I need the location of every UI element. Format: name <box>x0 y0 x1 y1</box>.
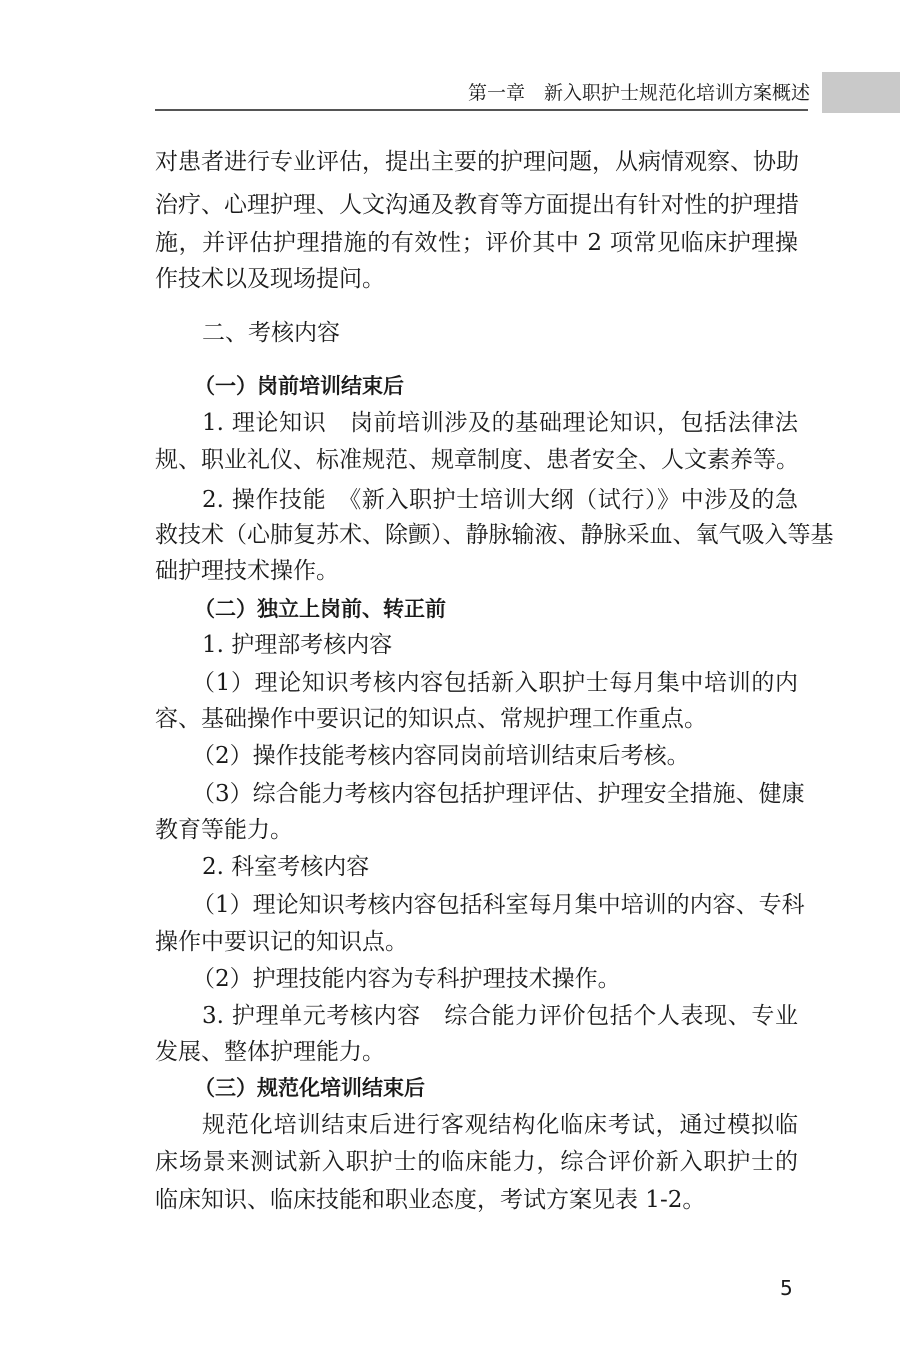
paragraph-line: （2）操作技能考核内容同岗前培训结束后考核。 <box>192 743 690 769</box>
paragraph-line: 础护理技术操作。 <box>155 558 339 584</box>
paragraph-line: （3）综合能力考核内容包括护理评估、护理安全措施、健康 <box>192 781 805 807</box>
paragraph-line: 规、职业礼仪、标准规范、规章制度、患者安全、人文素养等。 <box>155 447 799 473</box>
section-heading: 二、考核内容 <box>202 320 340 346</box>
page-number: 5 <box>780 1276 793 1300</box>
paragraph-line: 3. 护理单元考核内容 综合能力评价包括个人表现、专业 <box>202 1003 798 1029</box>
header-rule <box>155 109 808 111</box>
paragraph-line: 2. 操作技能 《新入职护士培训大纲（试行）》中涉及的急 <box>202 487 798 513</box>
chapter-tab-marker <box>822 72 900 113</box>
chapter-header-title: 第一章 新入职护士规范化培训方案概述 <box>468 82 811 104</box>
paragraph-line: （1）理论知识考核内容包括科室每月集中培训的内容、专科 <box>192 892 805 918</box>
paragraph-line: 临床知识、临床技能和职业态度，考试方案见表 1-2。 <box>155 1187 706 1213</box>
paragraph-line: 床场景来测试新入职护士的临床能力，综合评价新入职护士的 <box>155 1149 798 1175</box>
paragraph-line: （2）护理技能内容为专科护理技术操作。 <box>192 966 621 992</box>
paragraph-line: 1. 理论知识 岗前培训涉及的基础理论知识，包括法律法 <box>202 410 798 436</box>
paragraph-line: 救技术（心肺复苏术、除颤）、静脉输液、静脉采血、氧气吸入等基 <box>155 522 834 548</box>
subsection-heading: （一）岗前培训结束后 <box>194 374 404 398</box>
item-heading: 1. 护理部考核内容 <box>202 632 393 658</box>
subsection-heading: （三）规范化培训结束后 <box>194 1076 425 1100</box>
paragraph-line: 规范化培训结束后进行客观结构化临床考试，通过模拟临 <box>202 1112 798 1138</box>
paragraph-line: （1）理论知识考核内容包括新入职护士每月集中培训的内 <box>192 670 798 696</box>
paragraph-line: 容、基础操作中要识记的知识点、常规护理工作重点。 <box>155 706 707 732</box>
paragraph-line: 对患者进行专业评估，提出主要的护理问题，从病情观察、协助 <box>155 149 799 175</box>
subsection-heading: （二）独立上岗前、转正前 <box>194 597 446 621</box>
paragraph-line: 教育等能力。 <box>155 817 293 843</box>
paragraph-line: 施，并评估护理措施的有效性；评价其中 2 项常见临床护理操 <box>155 230 798 256</box>
item-heading: 2. 科室考核内容 <box>202 854 370 880</box>
paragraph-line: 作技术以及现场提问。 <box>155 266 385 292</box>
paragraph-line: 发展、整体护理能力。 <box>155 1039 385 1065</box>
paragraph-line: 治疗、心理护理、人文沟通及教育等方面提出有针对性的护理措 <box>155 192 799 218</box>
paragraph-line: 操作中要识记的知识点。 <box>155 929 408 955</box>
